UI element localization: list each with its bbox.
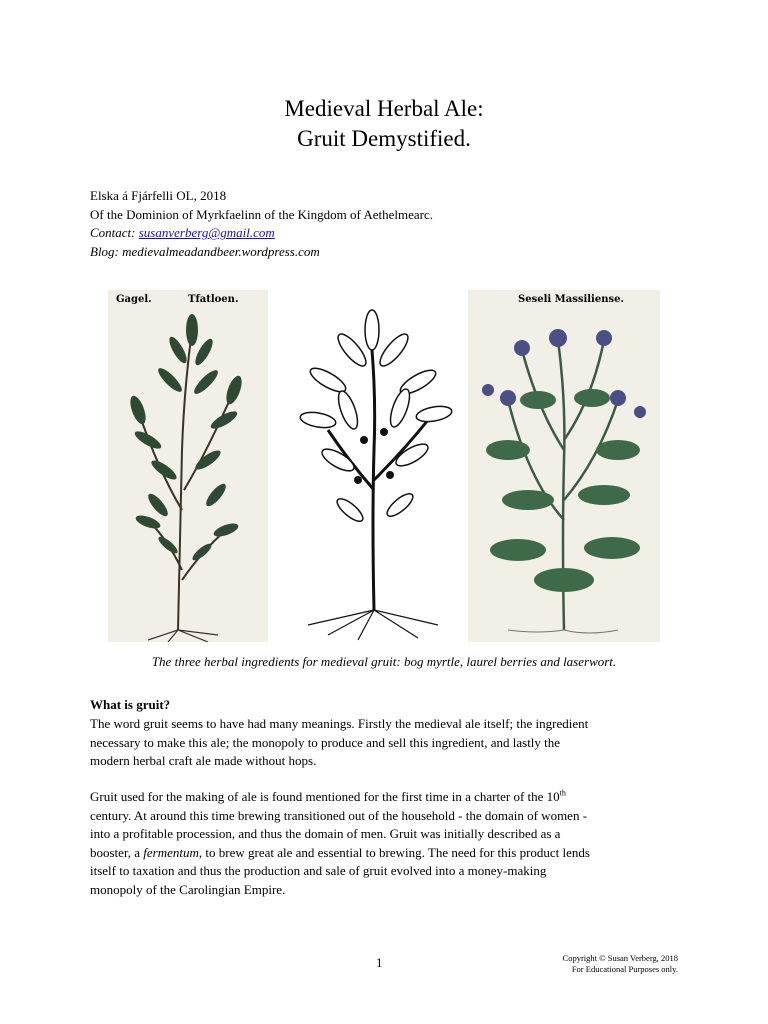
contact-line bbox=[90, 224, 433, 243]
author-line: Elska á Fjárfelli OL, 2018 bbox=[90, 188, 227, 203]
paragraph-2-text: booster, a bbox=[90, 844, 144, 860]
bog-myrtle-woodcut-icon bbox=[108, 290, 268, 642]
plate-label-tfatloen: Tfatloen. bbox=[188, 294, 239, 305]
copyright-line: Copyright © Susan Verberg, 2018 bbox=[562, 953, 678, 963]
contact-email-link[interactable]: susanverberg@gmail.com bbox=[138, 225, 275, 241]
affiliation-line: Of the Dominion of Myrkfaelinn of the Kingdom of Aethelmearc. bbox=[90, 206, 433, 222]
paragraph-2-line: itself to taxation and thus the production and sale of gruit evolved into a money-making bbox=[90, 863, 547, 879]
copyright-notice bbox=[563, 953, 678, 975]
section-heading: What is gruit? bbox=[90, 697, 171, 712]
paragraph-2-line bbox=[90, 788, 690, 807]
contact-label: Contact: bbox=[90, 225, 139, 241]
paragraph-1 bbox=[90, 715, 690, 771]
title-line-1: Medieval Herbal Ale: bbox=[284, 96, 484, 121]
emphasis-fermentum: fermentum bbox=[143, 844, 199, 860]
paragraph-2-text: , to brew great ale and essential to brewing. The need for this product lends bbox=[198, 844, 590, 860]
paragraph-2-line: monopoly of the Carolingian Empire. bbox=[90, 881, 286, 897]
herbal-illustration-figure bbox=[108, 290, 660, 645]
figure-caption: The three herbal ingredients for medieval gruit: bog myrtle, laurel berries and laserwort. bbox=[151, 654, 617, 669]
paragraph-2-text: Gruit used for the making of ale is found mentioned for the first time in a charter of the 10 bbox=[90, 789, 560, 804]
paragraph-2-line: into a profitable procession, and thus the domain of men. Gruit was initially described as a bbox=[90, 826, 561, 842]
author-block bbox=[90, 187, 433, 261]
laserwort-woodcut-icon bbox=[468, 290, 660, 642]
paragraph-1-line: necessary to make this ale; the monopoly to produce and sell this ingredient, and lastly the bbox=[90, 734, 561, 750]
paragraph-1-line: modern herbal craft ale made without hops. bbox=[90, 753, 317, 769]
title-line-2: Gruit Demystified. bbox=[297, 126, 471, 151]
laurel-woodcut-icon bbox=[288, 290, 460, 642]
blog-line: Blog: medievalmeadandbeer.wordpress.com bbox=[90, 243, 320, 259]
plate-label-seseli: Seseli Massiliense. bbox=[518, 294, 624, 305]
paragraph-2-line bbox=[90, 844, 690, 863]
page-number: 1 bbox=[376, 955, 383, 970]
paragraph-1-line: The word gruit seems to have had many meanings. Firstly the medieval ale itself; the ingredient bbox=[90, 716, 589, 731]
copyright-line: For Educational Purposes only. bbox=[571, 964, 678, 974]
paragraph-2-line: century. At around this time brewing transitioned out of the household - the domain of women - bbox=[90, 807, 588, 823]
plate-label-gagel: Gagel. bbox=[116, 294, 152, 305]
document-title bbox=[0, 94, 768, 154]
superscript-th: th bbox=[559, 788, 566, 798]
paragraph-2 bbox=[90, 788, 690, 900]
